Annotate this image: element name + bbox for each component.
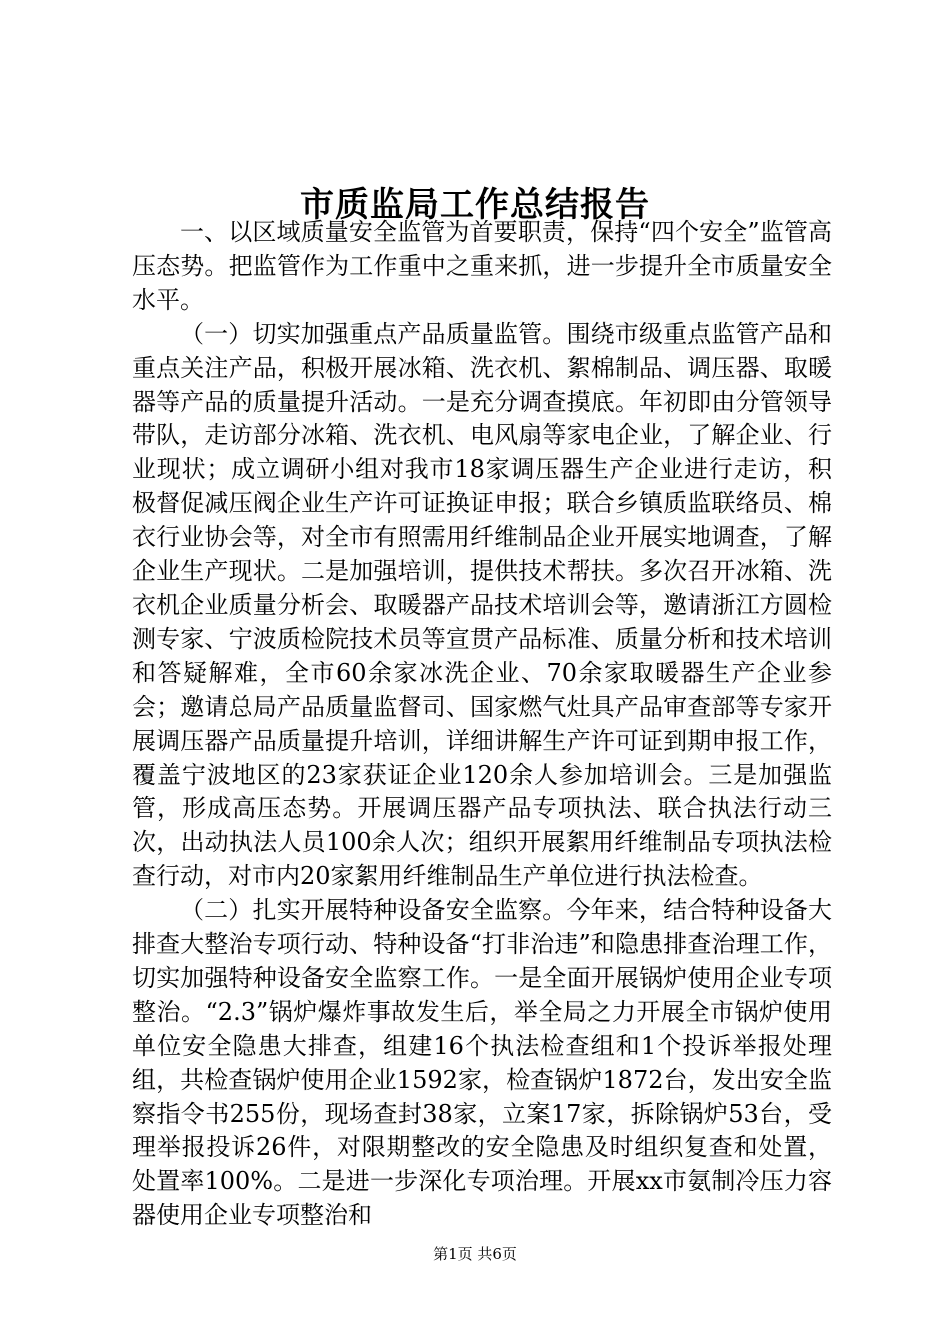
paragraph-section-one: 一、以区域质量安全监管为首要职责，保持“四个安全”监管高压态势。把监管作为工作重中之重来抓，进一步提升全市质量安全水平。	[132, 218, 832, 314]
paragraph-product-quality: （一）切实加强重点产品质量监管。围绕市级重点监管产品和重点关注产品，积极开展冰箱、洗衣机、絮棉制品、调压器、取暖器等产品的质量提升活动。一是充分调查摸底。年初即由分管领导带队，走访部分冰箱、洗衣机、电风扇等家电企业，了解企业、行业现状；成立调研小组对我市18家调压器生产企业进行走访，积极督促减压阀企业生产许可证换证申报；联合乡镇质监联络员、棉衣行业协会等，对全市有照需用纤维制品企业开展实地调查，了解企业生产现状。二是加强培训，提供技术帮扶。多次召开冰箱、洗衣机企业质量分析会、取暖器产品技术培训会等，邀请浙江方圆检测专家、宁波质检院技术员等宣贯产品标准、质量分析和技术培训和答疑解难，全市60余家冰洗企业、70余家取暖器生产企业参会；邀请总局产品质量监督司、国家燃气灶具产品审查部等专家开展调压器产品质量提升培训，详细讲解生产许可证到期申报工作，覆盖宁波地区的23家获证企业120余人参加培训会。三是加强监管，形成高压态势。开展调压器产品专项执法、联合执法行动三次，出动执法人员100余人次；组织开展絮用纤维制品专项执法检查行动，对市内20家絮用纤维制品生产单位进行执法检查。	[132, 319, 832, 891]
document-title: 市质监局工作总结报告	[300, 185, 650, 225]
paragraph-special-equipment: （二）扎实开展特种设备安全监察。今年来，结合特种设备大排查大整治专项行动、特种设备“打非治违”和隐患排查治理工作，切实加强特种设备安全监察工作。一是全面开展锅炉使用企业专项整治。“2.3”锅炉爆炸事故发生后，举全局之力开展全市锅炉使用单位安全隐患大排查，组建16个执法检查组和1个投诉举报处理组，共检查锅炉使用企业1592家，检查锅炉1872台，发出安全监察指令书255份，现场查封38家，立案17家，拆除锅炉53台，受理举报投诉26件，对限期整改的安全隐患及时组织复查和处置，处置率100%。二是进一步深化专项治理。开展xx市氨制冷压力容器使用企业专项整治和	[132, 896, 832, 1230]
document-body	[132, 216, 832, 1233]
page-number-footer: 第1页 共6页	[433, 1245, 517, 1263]
